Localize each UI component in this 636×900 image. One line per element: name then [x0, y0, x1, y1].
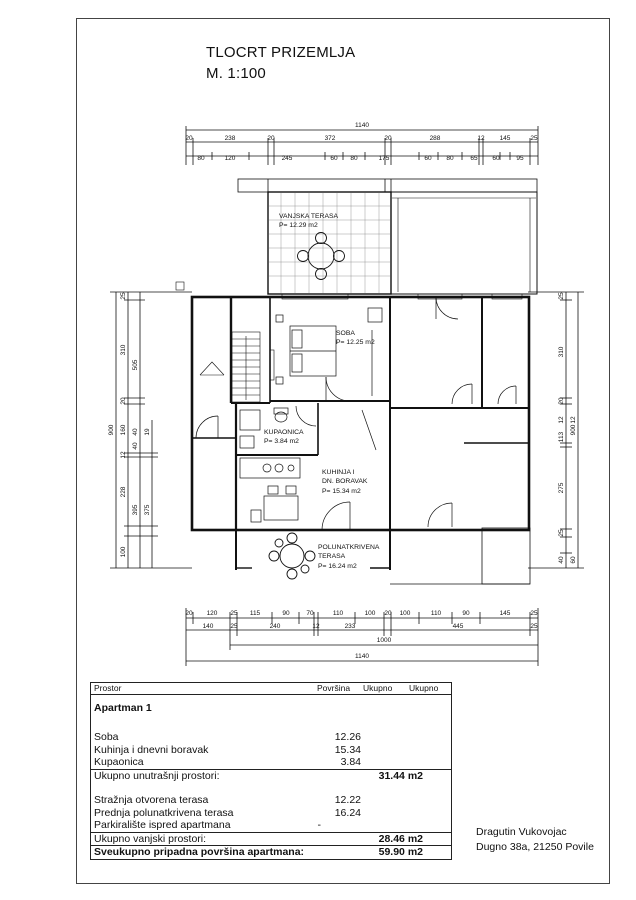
dim-bot-2: 120 [206, 610, 218, 617]
dim-top2-1: 80 [197, 155, 205, 162]
dim-left-small-3: 40 [132, 442, 139, 450]
dim-ticks-top [186, 126, 538, 165]
exterior-total-row [91, 832, 451, 846]
header-povrsina: Površina [317, 683, 351, 693]
dim-bot2-4: 12 [312, 623, 320, 630]
header-prostor: Prostor [94, 683, 122, 693]
room-name-vanjska-terasa: VANJSKA TERASA [279, 213, 339, 220]
column-marker [176, 282, 184, 290]
dim-bot-6: 70 [306, 610, 314, 617]
dim-top2-6: 175 [378, 155, 390, 162]
building-walls [192, 294, 530, 584]
title-line1: TLOCRT PRIZEMLJA [206, 44, 356, 61]
dim-bot2-7: 25 [530, 623, 538, 630]
dim-left-7: 100 [120, 546, 127, 558]
table-row [91, 807, 451, 820]
dim-top2-7: 60 [424, 155, 432, 162]
table-row [91, 744, 451, 757]
row-label: Stražnja otvorena terasa [94, 794, 209, 806]
dim-left-mid: 505 [132, 359, 139, 371]
terrace-table-icon [298, 233, 345, 280]
header-ukupno-1: Ukupno [363, 683, 393, 693]
room-area-vanjska-terasa: P= 12.29 m2 [279, 222, 318, 229]
header-ukupno-2: Ukupno [409, 683, 439, 693]
front-terrace-table-icon [269, 533, 315, 579]
dim-left-small-2: 19 [144, 428, 151, 436]
terrace-tiles [269, 193, 390, 293]
dim-left-4: 160 [120, 424, 127, 436]
dim-bot2-1: 140 [202, 623, 214, 630]
row-label: Soba [94, 731, 119, 743]
dim-right-7: 25 [558, 529, 565, 537]
dim-right-4: 12 [558, 416, 565, 424]
room-name-polunatkrivena-1: POLUNATKRIVENA [318, 544, 380, 551]
kitchen-counter [240, 458, 300, 522]
room-area-kuhinja: P= 15.34 m2 [322, 488, 361, 495]
dim-bot-11: 110 [430, 610, 442, 617]
dim-bot-4: 115 [249, 610, 261, 617]
dim-bot-3: 25 [230, 610, 238, 617]
dim-top-total: 1140 [355, 122, 369, 129]
dim-bot-1: 20 [185, 610, 193, 617]
dim-top-2: 238 [224, 135, 236, 142]
interior-total-value: 31.44 m2 [378, 769, 423, 782]
dim-top2-2: 120 [224, 155, 236, 162]
exterior-total-value: 28.46 m2 [378, 832, 423, 845]
room-area-soba: P= 12.25 m2 [336, 339, 375, 346]
dim-left-6: 228 [120, 486, 127, 498]
dim-top2-10: 60 [492, 155, 500, 162]
row-label: Kupaonica [94, 756, 144, 768]
dim-top-6: 288 [429, 135, 441, 142]
row-label: Parkiralište ispred apartmana [94, 819, 231, 831]
dim-bot-total: 1140 [355, 653, 369, 660]
row-area: 15.34 [334, 743, 361, 756]
dim-right-6: 275 [558, 482, 565, 494]
dim-right-1: 25 [558, 292, 565, 300]
dim-top-4: 372 [324, 135, 336, 142]
dim-top-7: 12 [477, 135, 485, 142]
table-row [91, 731, 451, 744]
dim-bot2-3: 240 [269, 623, 281, 630]
dim-bot2-2: 25 [230, 623, 238, 630]
interior-total-label: Ukupno unutrašnji prostori: [94, 769, 220, 782]
dim-bot-8: 100 [364, 610, 376, 617]
signature-address: Dugno 38a, 21250 Povile [476, 841, 594, 853]
dim-bot2-5: 233 [344, 623, 356, 630]
dim-left-total: 900 [108, 424, 115, 436]
table-row [91, 819, 451, 832]
grand-total-row [91, 845, 451, 859]
grand-total-value: 59.90 m2 [378, 846, 423, 858]
row-area: 12.22 [334, 794, 361, 806]
title-scale: M. 1:100 [206, 65, 266, 82]
dim-left-5: 12 [120, 451, 127, 459]
dim-top2-8: 80 [446, 155, 454, 162]
dim-left-inner-2: 375 [144, 504, 151, 516]
room-area-polunatkrivena: P= 16.24 m2 [318, 563, 357, 570]
dim-bot-12: 90 [462, 610, 470, 617]
room-name-kuhinja-1: KUHINJA I [322, 469, 355, 476]
dim-bot-14: 25 [530, 610, 538, 617]
dim-left-small-1: 40 [132, 428, 139, 436]
dim-top-3: 20 [267, 135, 275, 142]
row-area: 3.84 [340, 756, 361, 768]
dim-right-total: 900 [570, 424, 577, 436]
dim-top2-5: 80 [350, 155, 358, 162]
dim-top2-4: 60 [330, 155, 338, 162]
room-name-kupaonica: KUPAONICA [264, 429, 304, 436]
dim-bot-9: 20 [384, 610, 392, 617]
row-label: Kuhinja i dnevni boravak [94, 743, 209, 756]
signature-name: Dragutin Vukovojac [476, 826, 567, 838]
interior-total-row [91, 769, 451, 783]
dim-top-9: 25 [530, 135, 538, 142]
dim-top-5: 20 [384, 135, 392, 142]
room-name-kuhinja-2: DN. BORAVAK [322, 478, 368, 485]
dim-right-3: 20 [558, 397, 565, 405]
dim-bot-7: 110 [332, 610, 344, 617]
dim-top-8: 145 [499, 135, 511, 142]
signature-block [476, 825, 594, 855]
section-title: Apartman 1 [94, 702, 152, 714]
dim-top-1: 20 [185, 135, 193, 142]
exterior-total-label: Ukupno vanjski prostori: [94, 832, 207, 845]
dim-bot-mid: 1000 [376, 637, 392, 644]
dim-left-1: 25 [120, 292, 127, 300]
room-name-soba: SOBA [336, 330, 355, 337]
table-header [91, 683, 451, 695]
dim-left-3: 20 [120, 397, 127, 405]
row-area: 12.26 [334, 731, 361, 743]
dim-top2-3: 245 [281, 155, 293, 162]
bed-icon [276, 308, 382, 396]
dim-left-inner-1: 395 [132, 504, 139, 516]
dim-bot-5: 90 [282, 610, 290, 617]
dim-top2-11: 95 [516, 155, 524, 162]
table-row [91, 756, 451, 769]
back-terrace [176, 179, 537, 294]
row-area: - [317, 819, 321, 831]
dim-right-small-1: 12 [570, 416, 577, 424]
area-table [90, 682, 452, 860]
dim-right-5: 113 [558, 431, 565, 443]
dim-left-2: 310 [120, 344, 127, 356]
dim-bot-10: 100 [399, 610, 411, 617]
table-row [91, 794, 451, 807]
room-area-kupaonica: P= 3.84 m2 [264, 438, 299, 445]
section-title-row [91, 695, 451, 721]
row-area: 16.24 [334, 806, 361, 819]
room-name-polunatkrivena-2: TERASA [318, 553, 346, 560]
dim-right-8: 40 [558, 556, 565, 564]
row-label: Prednja polunatkrivena terasa [94, 806, 234, 819]
dim-bot2-6: 445 [452, 623, 464, 630]
dim-right-small-2: 60 [570, 556, 577, 564]
dim-bot-13: 145 [499, 610, 511, 617]
dim-top2-9: 65 [470, 155, 478, 162]
dim-right-2: 310 [558, 346, 565, 358]
grand-total-label: Sveukupno pripadna površina apartmana: [94, 846, 305, 858]
